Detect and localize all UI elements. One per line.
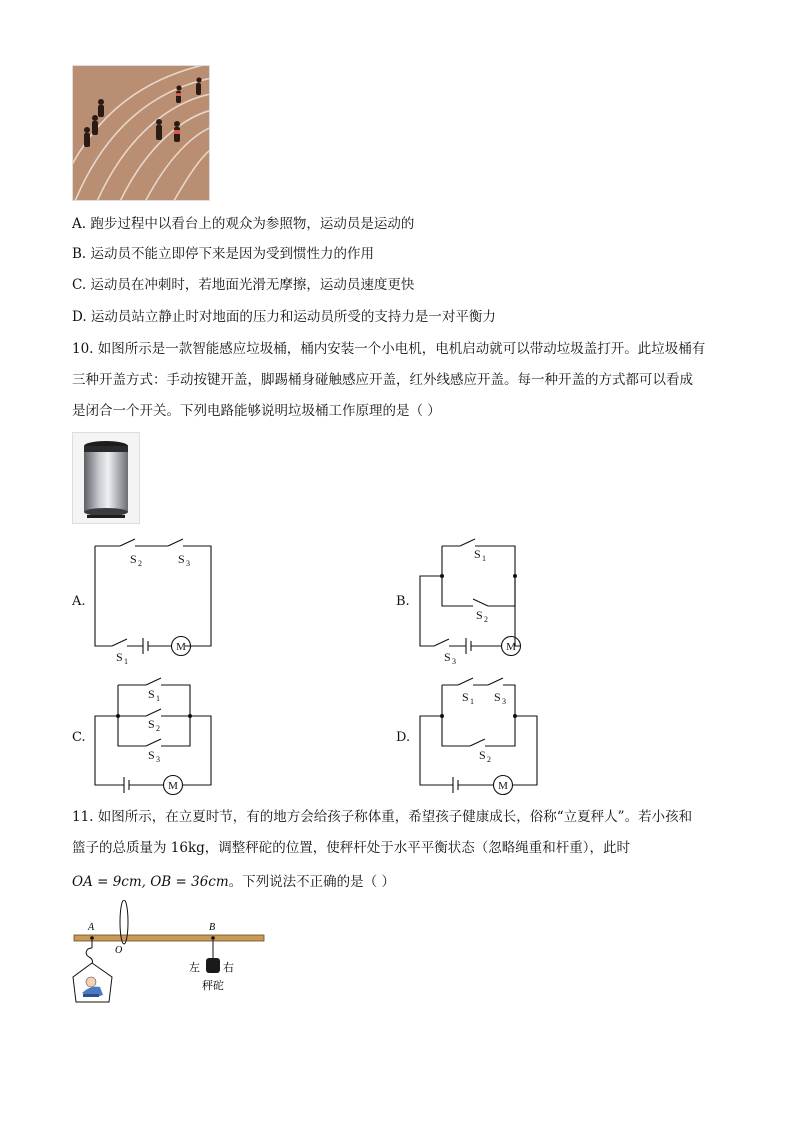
label-s: S — [148, 717, 155, 731]
label-weight: 秤砣 — [202, 980, 224, 992]
label-sub: 2 — [138, 559, 142, 568]
motor-label-d: M — [498, 780, 508, 792]
label-s: S — [444, 650, 451, 664]
circuit-diagrams — [60, 530, 560, 800]
label-s: S — [479, 748, 486, 762]
circuit-a — [95, 539, 211, 656]
label-s: S — [474, 547, 481, 561]
label-sub: 1 — [156, 694, 160, 703]
q10-line-2: 三种开盖方式：手动按键开盖，脚踢桶身碰触感应开盖，红外线感应开盖。每一种开盖的方式都可以看成 — [72, 372, 693, 388]
circuit-d — [420, 678, 537, 795]
circuit-label-d: D. — [396, 730, 411, 745]
label-right: 右 — [223, 962, 234, 974]
q11-line-2: 篮子的总质量为 16kg，调整秤砣的位置，使秤杆处于水平平衡状态（忽略绳重和杆重），此时 — [72, 840, 631, 856]
label-s: S — [178, 552, 185, 566]
label-sub: 3 — [186, 559, 190, 568]
q11-line-3 — [72, 873, 395, 891]
q9-option-c: C. 运动员在冲刺时，若地面光滑无摩擦，运动员速度更快 — [72, 277, 415, 293]
q11-line-1: 11. 如图所示，在立夏时节，有的地方会给孩子称体重，希望孩子健康成长，俗称“立夏秤人”。若小孩和 — [72, 809, 693, 825]
label-s: S — [130, 552, 137, 566]
label-b: B — [209, 922, 216, 933]
label-sub: 2 — [156, 724, 160, 733]
label-sub: 3 — [156, 755, 160, 764]
circuit-label-b: B. — [396, 594, 410, 609]
circuit-label-c: C. — [72, 730, 86, 745]
q9-option-b: B. 运动员不能立即停下来是因为受到惯性力的作用 — [72, 246, 375, 262]
q10-line-1: 10. 如图所示是一款智能感应垃圾桶，桶内安装一个小电机，电机启动就可以带动垃圾盖打开。此垃圾桶有 — [72, 341, 706, 357]
q11-equation: OA = 9cm, OB = 36cm — [72, 874, 229, 890]
q10-line-3: 是闭合一个开关。下列电路能够说明垃圾桶工作原理的是（ ） — [72, 403, 441, 419]
circuit-b — [420, 539, 521, 656]
q11-question-tail: 。下列说法不正确的是（ ） — [228, 874, 395, 890]
motor-label-c: M — [168, 780, 178, 792]
label-a: A — [88, 922, 95, 933]
trash-can-photo — [72, 432, 140, 524]
label-sub: 3 — [452, 657, 456, 666]
label-s: S — [148, 748, 155, 762]
label-s: S — [148, 687, 155, 701]
label-s: S — [476, 608, 483, 622]
steelyard-figure — [70, 900, 270, 1010]
label-sub: 3 — [502, 697, 506, 706]
q9-option-a: A. 跑步过程中以看台上的观众为参照物，运动员是运动的 — [72, 216, 415, 232]
label-sub: 1 — [470, 697, 474, 706]
motor-label-b: M — [506, 641, 516, 653]
label-o: O — [115, 945, 123, 956]
label-s: S — [462, 690, 469, 704]
label-sub: 1 — [124, 657, 128, 666]
q9-option-d: D. 运动员站立静止时对地面的压力和运动员所受的支持力是一对平衡力 — [72, 309, 496, 325]
label-s: S — [494, 690, 501, 704]
circuit-label-a: A. — [72, 594, 86, 609]
label-sub: 1 — [482, 554, 486, 563]
label-sub: 2 — [487, 755, 491, 764]
label-sub: 2 — [484, 615, 488, 624]
label-left: 左 — [189, 962, 200, 974]
label-s: S — [116, 650, 123, 664]
runners-photo — [72, 65, 210, 201]
motor-label-a: M — [176, 641, 186, 653]
